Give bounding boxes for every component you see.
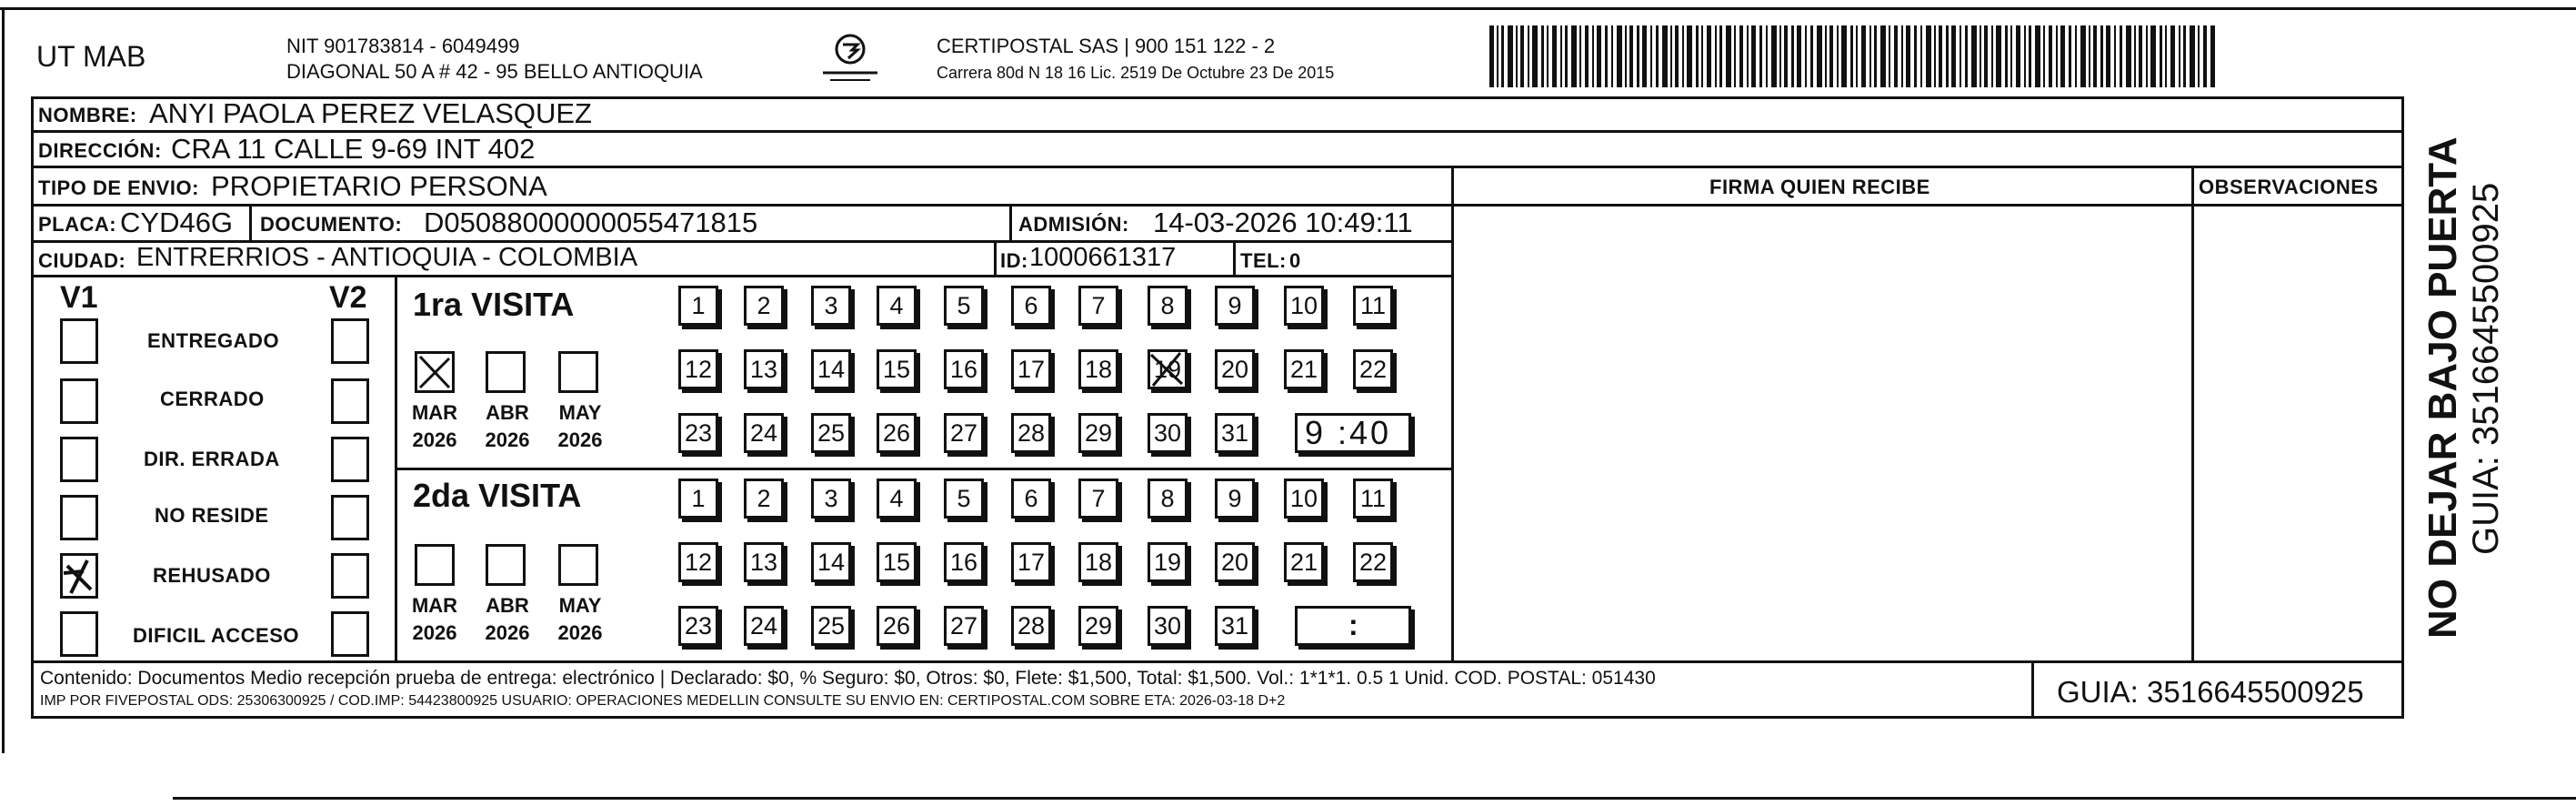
check-mark-icon bbox=[60, 553, 98, 599]
v1-checkbox-entregado[interactable] bbox=[60, 318, 98, 364]
v2-checkbox-no-reside[interactable] bbox=[331, 495, 369, 540]
status-dificil-acceso: DIFICIL ACCESO bbox=[133, 624, 300, 647]
row-line bbox=[31, 275, 1451, 277]
visit2-day-12[interactable]: 12 bbox=[678, 542, 718, 582]
visit2-day-23[interactable]: 23 bbox=[678, 606, 718, 646]
status-entregado: ENTREGADO bbox=[147, 329, 280, 352]
visit2-year: 2026 bbox=[412, 621, 457, 644]
v2-checkbox-cerrado[interactable] bbox=[331, 378, 369, 424]
visit1-day-10[interactable]: 10 bbox=[1284, 286, 1324, 326]
visit1-day-3[interactable]: 3 bbox=[811, 286, 851, 326]
visit1-day-7[interactable]: 7 bbox=[1078, 286, 1118, 326]
visit1-day-1[interactable]: 1 bbox=[678, 286, 718, 326]
footer-guia: GUIA: 3516645500925 bbox=[2057, 675, 2364, 709]
visit1-day-27[interactable]: 27 bbox=[944, 413, 984, 453]
v1-checkbox-no-reside[interactable] bbox=[60, 495, 98, 540]
col-line bbox=[249, 204, 252, 240]
city-label: CIUDAD: bbox=[38, 249, 126, 272]
visit1-day-2[interactable]: 2 bbox=[744, 286, 784, 326]
v2-checkbox-rehusado[interactable] bbox=[331, 553, 369, 599]
visit1-title: 1ra VISITA bbox=[413, 286, 575, 323]
col-line bbox=[1233, 240, 1236, 275]
certipostal-license: Carrera 80d N 18 16 Lic. 2519 De Octubre 23 De 2015 bbox=[937, 64, 1335, 82]
visit2-day-24[interactable]: 24 bbox=[744, 606, 784, 646]
side-guia: GUIA: 3516645500925 bbox=[2466, 182, 2506, 555]
visit2-day-17[interactable]: 17 bbox=[1011, 542, 1051, 582]
visit2-day-29[interactable]: 29 bbox=[1078, 606, 1118, 646]
visit2-day-18[interactable]: 18 bbox=[1078, 542, 1118, 582]
visit2-title: 2da VISITA bbox=[413, 477, 582, 514]
footer-imp: IMP POR FIVEPOSTAL ODS: 25306300925 / COD.IMP: 54423800925 USUARIO: OPERACIONES MEDELLIN CONSULTE SU ENVIO EN: CERTIPOSTAL.COM SOBRE ETA: 2026-03-18 D+2 bbox=[40, 693, 1286, 709]
status-no-reside: NO RESIDE bbox=[155, 504, 269, 527]
visit1-day-5[interactable]: 5 bbox=[944, 286, 984, 326]
visit2-time: : bbox=[1348, 609, 1358, 641]
visit2-day-5[interactable]: 5 bbox=[944, 479, 984, 519]
tel-label: TEL: bbox=[1240, 249, 1287, 272]
visit1-month-may: MAY bbox=[558, 401, 602, 424]
nit: NIT 901783814 - 6049499 bbox=[286, 35, 520, 57]
visit1-month-abr: ABR bbox=[486, 401, 529, 424]
v2-label: V2 bbox=[329, 280, 367, 315]
visit1-day-19[interactable]: 19 bbox=[1148, 349, 1188, 389]
certipostal-logo bbox=[814, 33, 887, 86]
cross-mark-icon bbox=[1148, 349, 1188, 389]
visit1-day-31[interactable]: 31 bbox=[1215, 413, 1255, 453]
visit2-year: 2026 bbox=[557, 621, 603, 644]
v1-checkbox-dificil-acceso[interactable] bbox=[60, 611, 98, 657]
visit2-month-mar-checkbox[interactable] bbox=[415, 544, 455, 586]
visit2-month-abr-checkbox[interactable] bbox=[486, 544, 526, 586]
visit1-day-26[interactable]: 26 bbox=[877, 413, 917, 453]
side-warning: NO DEJAR BAJO PUERTA bbox=[2421, 136, 2465, 639]
address-label: DIRECCIÓN: bbox=[38, 139, 162, 162]
top-border bbox=[0, 7, 2576, 10]
visit1-day-23[interactable]: 23 bbox=[678, 413, 718, 453]
bottom-cut-line bbox=[173, 797, 2576, 800]
visit1-year: 2026 bbox=[557, 428, 603, 451]
name-label: NOMBRE: bbox=[38, 104, 137, 126]
visit2-day-9[interactable]: 9 bbox=[1215, 479, 1255, 519]
visit2-day-27[interactable]: 27 bbox=[944, 606, 984, 646]
type-label: TIPO DE ENVIO: bbox=[38, 176, 199, 199]
visit1-day-6[interactable]: 6 bbox=[1011, 286, 1051, 326]
visit2-day-6[interactable]: 6 bbox=[1011, 479, 1051, 519]
visit2-day-15[interactable]: 15 bbox=[877, 542, 917, 582]
visit2-day-28[interactable]: 28 bbox=[1011, 606, 1051, 646]
certipostal-company: CERTIPOSTAL SAS | 900 151 122 - 2 bbox=[937, 35, 1276, 57]
visit1-day-25[interactable]: 25 bbox=[811, 413, 851, 453]
visit1-month-mar: MAR bbox=[411, 401, 458, 424]
observations-header: OBSERVACIONES bbox=[2199, 176, 2379, 198]
company-name: UT MAB bbox=[36, 40, 146, 73]
visit1-day-9[interactable]: 9 bbox=[1215, 286, 1255, 326]
visit2-day-20[interactable]: 20 bbox=[1215, 542, 1255, 582]
visit1-day-18[interactable]: 18 bbox=[1078, 349, 1118, 389]
company-address: DIAGONAL 50 A # 42 - 95 BELLO ANTIOQUIA bbox=[286, 60, 703, 83]
visit-separator bbox=[395, 468, 1451, 470]
visit1-month-mar-checkbox[interactable] bbox=[415, 351, 455, 393]
visit2-day-8[interactable]: 8 bbox=[1148, 479, 1188, 519]
visit2-day-25[interactable]: 25 bbox=[811, 606, 851, 646]
signature-area[interactable] bbox=[1454, 207, 2191, 660]
visit1-day-4[interactable]: 4 bbox=[877, 286, 917, 326]
check-mark-icon bbox=[415, 351, 455, 393]
visit2-day-26[interactable]: 26 bbox=[877, 606, 917, 646]
v1-checkbox-cerrado[interactable] bbox=[60, 378, 98, 424]
visit2-day-16[interactable]: 16 bbox=[944, 542, 984, 582]
visit1-day-15[interactable]: 15 bbox=[877, 349, 917, 389]
visit2-day-4[interactable]: 4 bbox=[877, 479, 917, 519]
col-line bbox=[994, 240, 997, 275]
visit2-day-14[interactable]: 14 bbox=[811, 542, 851, 582]
visit2-day-7[interactable]: 7 bbox=[1078, 479, 1118, 519]
visit1-day-29[interactable]: 29 bbox=[1078, 413, 1118, 453]
document-label: DOCUMENTO: bbox=[260, 213, 403, 236]
visit2-day-11[interactable]: 11 bbox=[1353, 479, 1393, 519]
visit1-day-13[interactable]: 13 bbox=[744, 349, 784, 389]
visit1-day-16[interactable]: 16 bbox=[944, 349, 984, 389]
visit1-day-8[interactable]: 8 bbox=[1148, 286, 1188, 326]
visit1-month-may-checkbox[interactable] bbox=[558, 351, 598, 393]
visit2-month-abr: ABR bbox=[486, 594, 529, 617]
visit2-day-19[interactable]: 19 bbox=[1148, 542, 1188, 582]
status-dir-errada: DIR. ERRADA bbox=[144, 448, 280, 470]
visit1-day-30[interactable]: 30 bbox=[1148, 413, 1188, 453]
visit2-day-13[interactable]: 13 bbox=[744, 542, 784, 582]
visit2-time-box[interactable] bbox=[1295, 606, 1411, 646]
status-rehusado: REHUSADO bbox=[153, 564, 271, 587]
id-value: 1000661317 bbox=[1029, 243, 1177, 272]
recipient-name: ANYI PAOLA PEREZ VELASQUEZ bbox=[149, 97, 592, 129]
visit1-day-22[interactable]: 22 bbox=[1353, 349, 1393, 389]
left-border bbox=[2, 7, 5, 753]
admission-label: ADMISIÓN: bbox=[1018, 213, 1129, 236]
row-line bbox=[31, 660, 2404, 663]
plate-value: CYD46G bbox=[120, 207, 234, 238]
visit2-day-30[interactable]: 30 bbox=[1148, 606, 1188, 646]
city-value: ENTRERRIOS - ANTIOQUIA - COLOMBIA bbox=[136, 243, 638, 272]
visit2-month-may-checkbox[interactable] bbox=[558, 544, 598, 586]
visit2-day-22[interactable]: 22 bbox=[1353, 542, 1393, 582]
visit1-day-24[interactable]: 24 bbox=[744, 413, 784, 453]
visit1-day-11[interactable]: 11 bbox=[1353, 286, 1393, 326]
v1-checkbox-dir-errada[interactable] bbox=[60, 437, 98, 482]
visit1-day-28[interactable]: 28 bbox=[1011, 413, 1051, 453]
visit2-day-3[interactable]: 3 bbox=[811, 479, 851, 519]
visit2-day-31[interactable]: 31 bbox=[1215, 606, 1255, 646]
document-value: D05088000000055471815 bbox=[424, 207, 758, 238]
visit1-day-17[interactable]: 17 bbox=[1011, 349, 1051, 389]
plate-label: PLACA: bbox=[38, 213, 117, 236]
visit2-day-21[interactable]: 21 bbox=[1284, 542, 1324, 582]
visit1-day-20[interactable]: 20 bbox=[1215, 349, 1255, 389]
visit2-day-1[interactable]: 1 bbox=[678, 479, 718, 519]
v1-checkbox-rehusado[interactable] bbox=[60, 553, 98, 599]
visit1-day-21[interactable]: 21 bbox=[1284, 349, 1324, 389]
visit2-month-may: MAY bbox=[558, 594, 602, 617]
status-cerrado: CERRADO bbox=[160, 388, 265, 410]
col-line bbox=[2031, 660, 2034, 719]
visit1-time-box[interactable] bbox=[1295, 413, 1411, 453]
observations-area[interactable] bbox=[2194, 207, 2401, 660]
col-line bbox=[1009, 204, 1012, 240]
visit1-day-14[interactable]: 14 bbox=[811, 349, 851, 389]
tel-value: 0 bbox=[1289, 249, 1301, 272]
recipient-address: CRA 11 CALLE 9-69 INT 402 bbox=[171, 133, 536, 165]
id-label: ID: bbox=[1000, 249, 1028, 272]
visit1-month-abr-checkbox[interactable] bbox=[486, 351, 526, 393]
v2-checkbox-dificil-acceso[interactable] bbox=[331, 611, 369, 657]
barcode bbox=[1489, 25, 2217, 87]
row-line bbox=[31, 166, 2404, 168]
visit2-month-mar: MAR bbox=[411, 594, 458, 617]
visit2-day-2[interactable]: 2 bbox=[744, 479, 784, 519]
admission-value: 14-03-2026 10:49:11 bbox=[1153, 207, 1413, 238]
visit1-day-12[interactable]: 12 bbox=[678, 349, 718, 389]
shipment-type: PROPIETARIO PERSONA bbox=[211, 170, 547, 202]
footer-content: Contenido: Documentos Medio recepción prueba de entrega: electrónico | Declarado: $0, % Seguro: $0, Otros: $0, Flete: $1,500, Total: $1,500. Vol.: 1*1*1. 0.5 1 Unid. COD. POSTAL: 051430 bbox=[40, 668, 1656, 689]
visit2-day-10[interactable]: 10 bbox=[1284, 479, 1324, 519]
signature-header: FIRMA QUIEN RECIBE bbox=[1709, 176, 1930, 198]
visit2-year: 2026 bbox=[485, 621, 530, 644]
visit1-time: 9 :40 bbox=[1305, 414, 1392, 451]
visit1-year: 2026 bbox=[485, 428, 530, 451]
v2-checkbox-dir-errada[interactable] bbox=[331, 437, 369, 482]
v2-checkbox-entregado[interactable] bbox=[331, 318, 369, 364]
v1-label: V1 bbox=[60, 280, 98, 315]
visit1-year: 2026 bbox=[412, 428, 457, 451]
